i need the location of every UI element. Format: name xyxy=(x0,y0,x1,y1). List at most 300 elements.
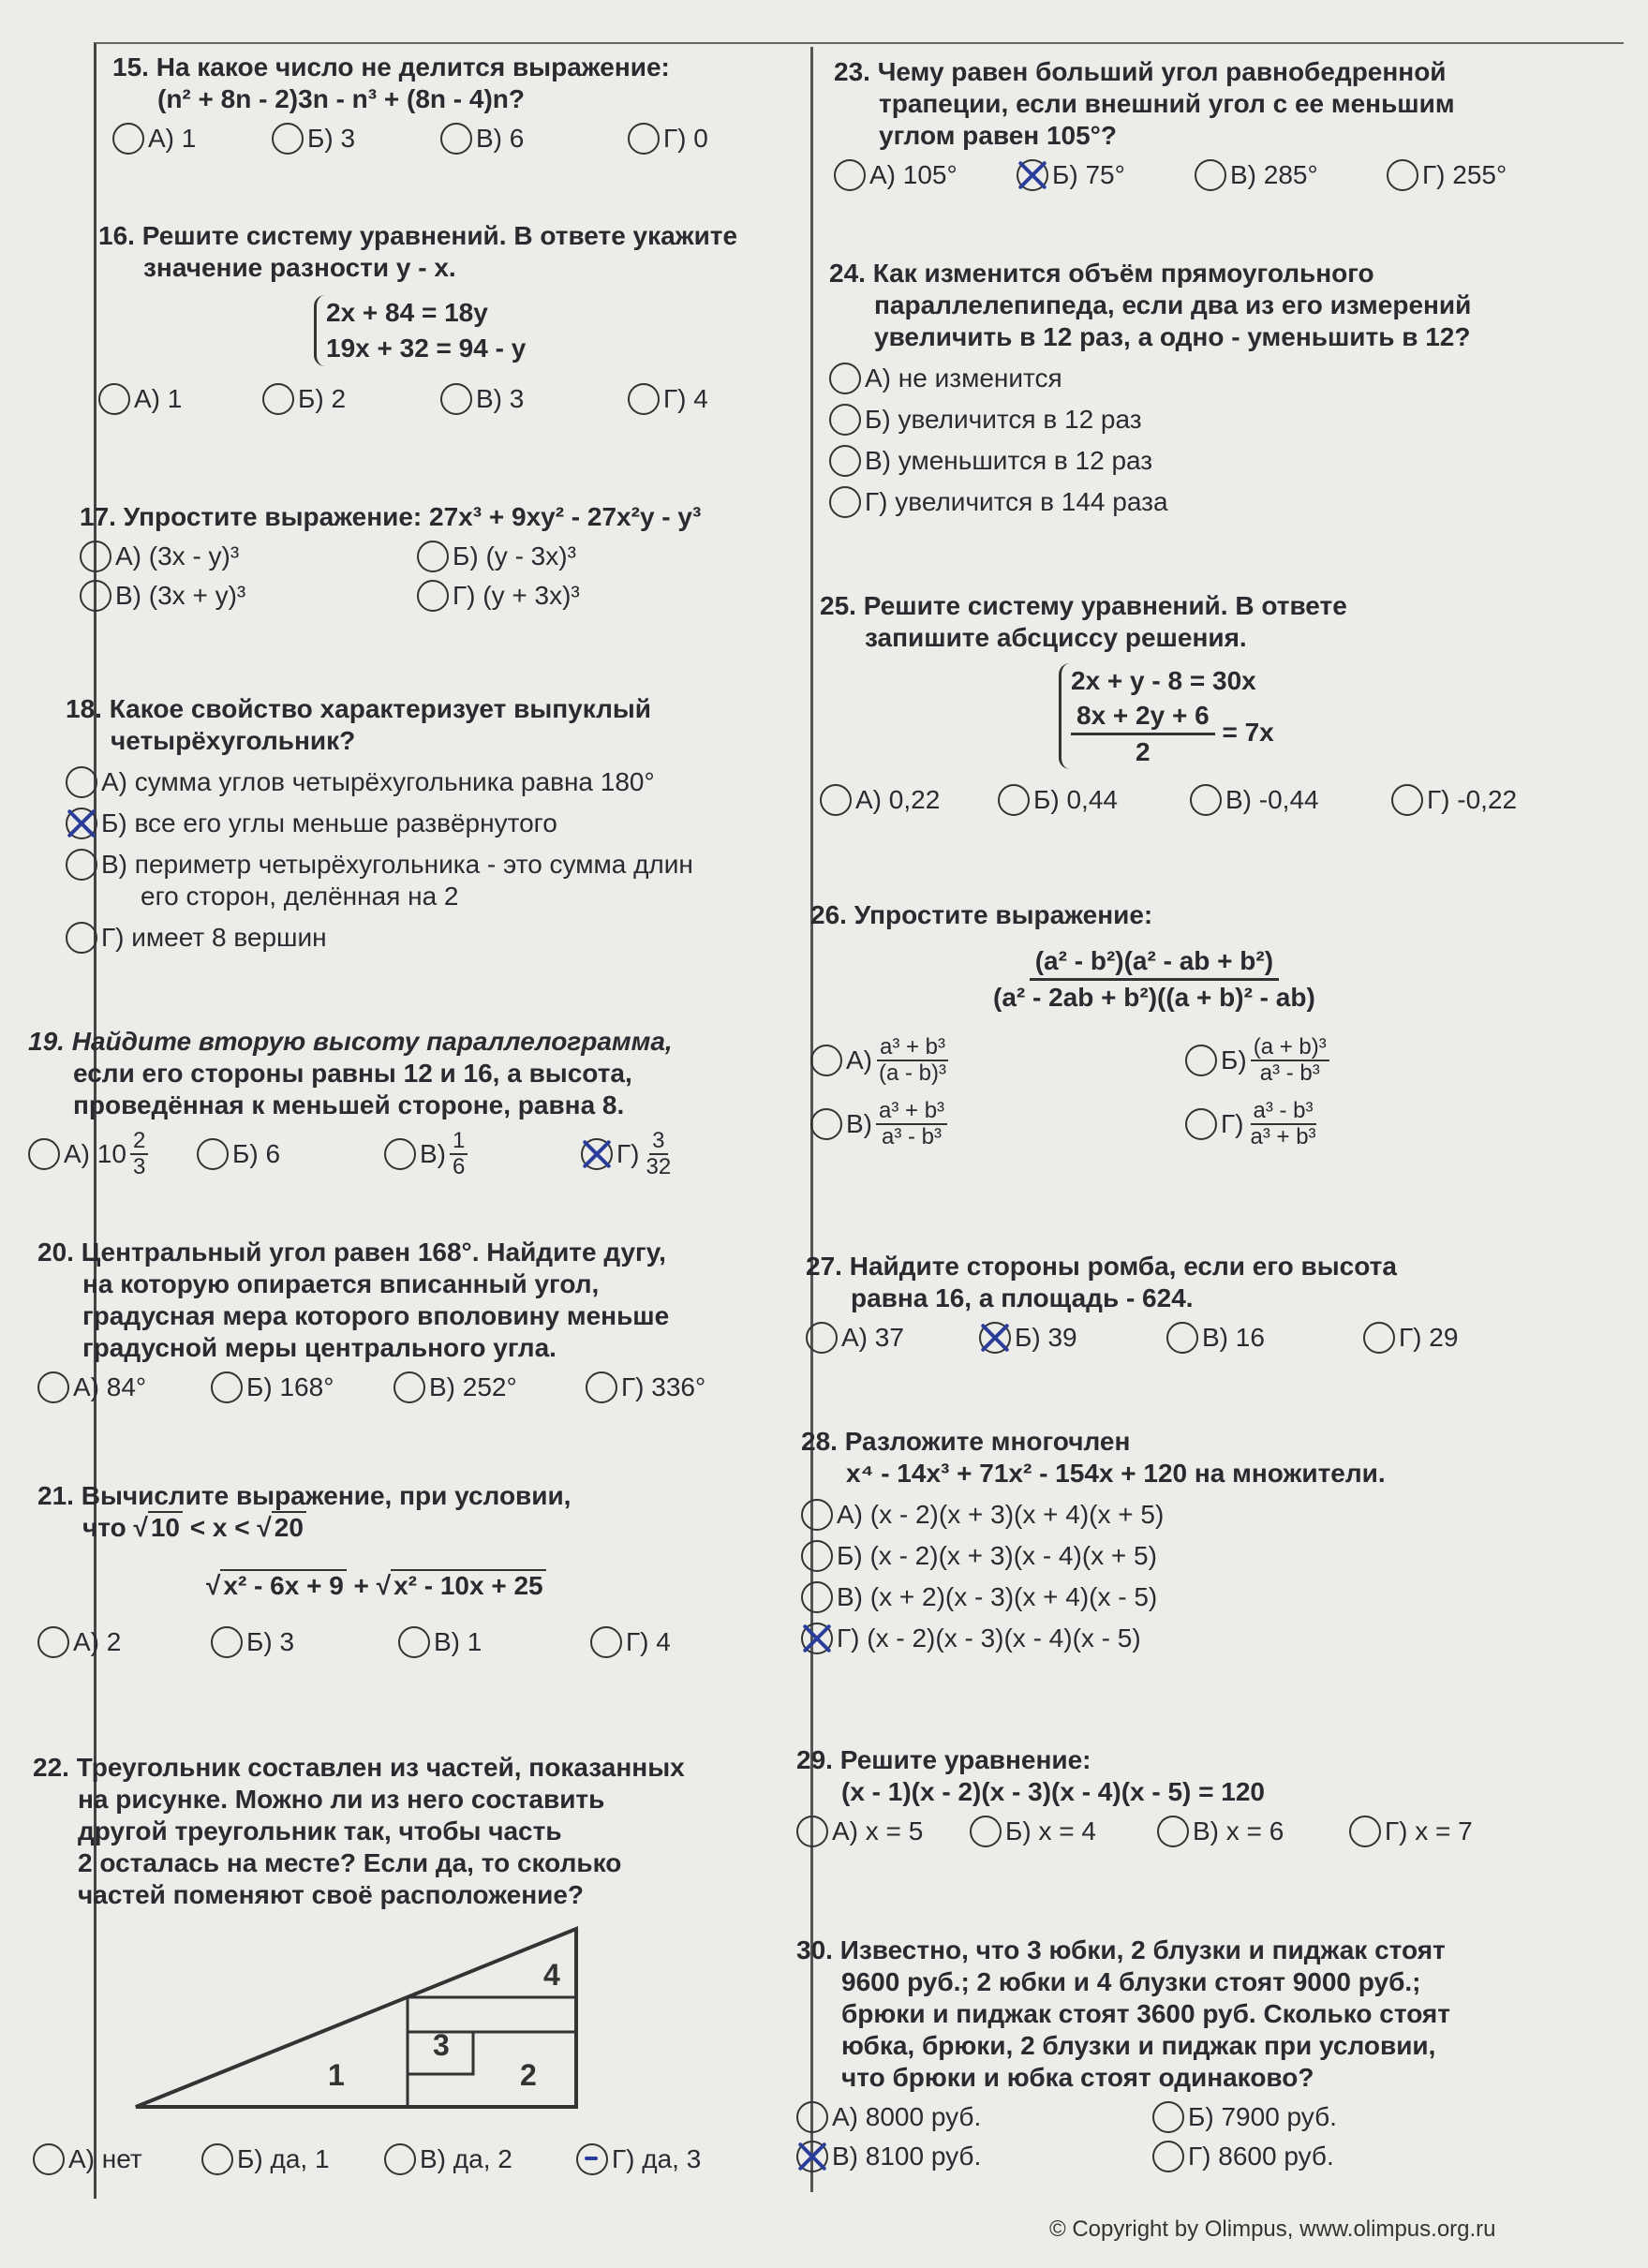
question-number: 22. xyxy=(33,1753,69,1782)
radio-circle-crossed[interactable] xyxy=(979,1322,1011,1354)
radio-circle[interactable] xyxy=(834,159,866,191)
question-30 xyxy=(796,1934,1450,2172)
option-c[interactable] xyxy=(829,445,1471,477)
radio-circle[interactable] xyxy=(1195,159,1226,191)
radio-circle[interactable] xyxy=(1157,1816,1189,1847)
option-c[interactable] xyxy=(810,1099,1185,1149)
fraction xyxy=(1251,1035,1329,1086)
option-label: А) 105° xyxy=(869,160,958,189)
option-b[interactable] xyxy=(211,1626,398,1658)
radio-circle[interactable] xyxy=(398,1626,430,1658)
fraction xyxy=(876,1099,947,1149)
option-c[interactable] xyxy=(1195,159,1387,191)
question-text: на рисунке. Можно ли из него составить xyxy=(78,1785,605,1814)
option-d[interactable] xyxy=(628,123,708,155)
question-17 xyxy=(80,501,701,612)
denominator: 6 xyxy=(453,1154,466,1179)
option-label: Б) x = 4 xyxy=(1005,1816,1096,1846)
option-c[interactable] xyxy=(440,383,628,415)
radio-circle[interactable] xyxy=(810,1045,842,1076)
question-29 xyxy=(796,1744,1473,1847)
radio-circle[interactable] xyxy=(1166,1322,1198,1354)
option-label: Г) 29 xyxy=(1399,1323,1459,1352)
radio-circle[interactable] xyxy=(1152,2141,1184,2172)
question-text: Найдите вторую высоту параллелограмма, xyxy=(71,1027,673,1056)
option-b[interactable] xyxy=(998,784,1190,816)
option-label: В) 16 xyxy=(1202,1323,1265,1352)
question-text: если его стороны равны 12 и 16, а высота, xyxy=(73,1059,632,1088)
radio-circle[interactable] xyxy=(80,580,111,612)
sqrt-value: 20 xyxy=(272,1511,306,1542)
radio-circle-crossed[interactable] xyxy=(796,2141,828,2172)
radio-circle[interactable] xyxy=(440,123,472,155)
question-text: Решите систему уравнений. В ответе укажите xyxy=(141,221,738,250)
radicand: x² - 10x + 25 xyxy=(391,1569,546,1600)
option-label: Г) xyxy=(616,1139,640,1168)
option-c[interactable] xyxy=(1190,784,1391,816)
equation: 19x + 32 = 94 - y xyxy=(326,334,527,363)
question-text: На какое число не делится выражение: xyxy=(156,52,670,82)
question-text: Найдите стороны ромба, если его высота xyxy=(849,1252,1397,1281)
question-19 xyxy=(28,1026,677,1179)
option-b[interactable] xyxy=(1017,159,1195,191)
option-label: Б) 3 xyxy=(307,124,356,153)
question-text: Какое свойство характеризует выпуклый xyxy=(109,694,651,723)
option-b[interactable] xyxy=(211,1371,393,1403)
radio-circle[interactable] xyxy=(211,1626,243,1658)
option-label: В) (x + 2)(x - 3)(x + 4)(x - 5) xyxy=(837,1582,1158,1611)
radio-circle[interactable] xyxy=(393,1371,425,1403)
question-22 xyxy=(33,1752,701,2175)
option-b[interactable] xyxy=(66,808,693,839)
radio-circle[interactable] xyxy=(1349,1816,1381,1847)
option-label: В) 285° xyxy=(1230,160,1318,189)
radio-circle[interactable] xyxy=(801,1540,833,1572)
question-18 xyxy=(66,693,693,954)
question-number: 25. xyxy=(820,591,856,620)
question-text: трапеции, если внешний угол с ее меньшим xyxy=(879,89,1455,118)
denominator: 32 xyxy=(646,1154,672,1179)
radio-circle[interactable] xyxy=(80,541,111,572)
question-text: Как изменится объём прямоугольного xyxy=(872,259,1374,288)
option-b[interactable] xyxy=(829,404,1471,436)
radio-circle[interactable] xyxy=(98,383,130,415)
question-text: 2 осталась на месте? Если да, то сколько xyxy=(78,1848,622,1877)
radio-circle[interactable] xyxy=(970,1816,1002,1847)
option-label: Г) да, 3 xyxy=(612,2144,702,2173)
option-a[interactable] xyxy=(33,2143,201,2175)
option-label: Б) 7900 руб. xyxy=(1188,2102,1337,2131)
radio-circle[interactable] xyxy=(1391,784,1423,816)
radio-circle[interactable] xyxy=(37,1626,69,1658)
question-27 xyxy=(806,1251,1458,1354)
radio-circle[interactable] xyxy=(66,922,97,954)
option-label: Б) 2 xyxy=(298,384,347,413)
radio-circle[interactable] xyxy=(272,123,304,155)
option-d[interactable] xyxy=(590,1626,671,1658)
equation: 2x + y - 8 = 30x xyxy=(1071,666,1256,695)
denominator: a³ + b³ xyxy=(1250,1124,1316,1149)
fraction xyxy=(450,1129,468,1179)
question-text: четырёхугольник? xyxy=(111,726,356,755)
option-a[interactable] xyxy=(796,1816,970,1847)
radio-circle-crossed[interactable] xyxy=(1017,159,1048,191)
option-a[interactable] xyxy=(796,2101,1152,2133)
option-d[interactable] xyxy=(1391,784,1517,816)
question-number: 28. xyxy=(801,1427,838,1456)
option-label: Б) да, 1 xyxy=(237,2144,330,2173)
numerator: 2 xyxy=(130,1129,148,1155)
option-a[interactable] xyxy=(98,383,262,415)
option-b[interactable] xyxy=(801,1540,1386,1572)
numerator: a³ + b³ xyxy=(877,1035,948,1061)
option-b[interactable] xyxy=(1185,1035,1333,1086)
option-label: Г) 8600 руб. xyxy=(1188,2142,1334,2171)
copyright-notice: © Copyright by Olimpus, www.olimpus.org.ru xyxy=(1049,2216,1496,2242)
option-label: Б) увеличится в 12 раз xyxy=(865,405,1142,434)
question-number: 18. xyxy=(66,694,102,723)
option-label: А) (x - 2)(x + 3)(x + 4)(x + 5) xyxy=(837,1500,1165,1529)
option-label: А) 0,22 xyxy=(855,785,941,814)
radio-circle-crossed[interactable] xyxy=(581,1138,613,1170)
option-label: Б) 6 xyxy=(232,1139,281,1168)
option-c[interactable] xyxy=(384,1129,581,1179)
question-text: увеличить в 12 раз, а одно - уменьшить в 12? xyxy=(874,322,1471,351)
option-a[interactable] xyxy=(820,784,998,816)
radio-circle-crossed[interactable] xyxy=(801,1623,833,1654)
expression: √ x² - 6x + 9 + √ x² - 10x + 25 xyxy=(206,1570,671,1602)
radio-circle[interactable] xyxy=(37,1371,69,1403)
radio-circle[interactable] xyxy=(66,849,97,881)
question-28 xyxy=(801,1426,1386,1654)
denominator: (a - b)³ xyxy=(879,1060,946,1086)
option-d[interactable] xyxy=(801,1623,1386,1654)
radio-circle[interactable] xyxy=(112,123,144,155)
option-c[interactable] xyxy=(1166,1322,1363,1354)
question-number: 20. xyxy=(37,1238,74,1267)
question-text: Решите систему уравнений. В ответе xyxy=(863,591,1347,620)
question-text: что xyxy=(82,1513,134,1542)
option-a[interactable] xyxy=(112,123,272,155)
part-label: 2 xyxy=(520,2058,537,2092)
radio-circle[interactable] xyxy=(820,784,852,816)
option-label: В) 252° xyxy=(429,1372,517,1401)
option-b[interactable] xyxy=(262,383,440,415)
option-label: А) 1 xyxy=(134,384,183,413)
numerator: 8x + 2y + 6 xyxy=(1071,699,1215,735)
question-24 xyxy=(829,258,1471,518)
radio-circle[interactable] xyxy=(1190,784,1222,816)
option-label: Б) xyxy=(1221,1045,1247,1075)
question-26 xyxy=(810,899,1333,1149)
question-text: частей поменяют своё расположение? xyxy=(78,1880,585,1909)
question-text: Чему равен больший угол равнобедренной xyxy=(877,57,1447,86)
fraction xyxy=(876,1035,949,1086)
option-c[interactable] xyxy=(1157,1816,1349,1847)
option-b[interactable] xyxy=(417,541,576,572)
option-c[interactable] xyxy=(384,2143,576,2175)
radio-circle[interactable] xyxy=(417,580,449,612)
option-d[interactable] xyxy=(1387,159,1507,191)
radio-circle[interactable] xyxy=(801,1499,833,1531)
radio-circle[interactable] xyxy=(1185,1045,1217,1076)
radio-circle[interactable] xyxy=(33,2143,65,2175)
option-a[interactable] xyxy=(37,1371,211,1403)
question-text: Упростите выражение: 27x³ + 9xy² - 27x²y - y³ xyxy=(123,502,702,531)
option-label: Б) 3 xyxy=(246,1627,295,1656)
option-label: Г) имеет 8 вершин xyxy=(101,923,327,952)
option-label: В) x = 6 xyxy=(1193,1816,1284,1846)
option-d[interactable] xyxy=(576,2143,701,2175)
option-d[interactable] xyxy=(66,922,693,954)
denominator: a³ - b³ xyxy=(882,1124,943,1149)
denominator: a³ - b³ xyxy=(1259,1060,1320,1086)
option-d[interactable] xyxy=(417,580,580,612)
option-label: А) 1 xyxy=(148,124,197,153)
question-text: Центральный угол равен 168°. Найдите дугу, xyxy=(81,1238,666,1267)
option-d[interactable] xyxy=(1185,1099,1323,1149)
question-number: 27. xyxy=(806,1252,842,1281)
option-label: А) 2 xyxy=(73,1627,122,1656)
question-text: другой треугольник так, чтобы часть xyxy=(78,1816,562,1846)
numerator: a³ - b³ xyxy=(1251,1099,1316,1125)
option-d[interactable] xyxy=(581,1129,677,1179)
sqrt-value: 10 xyxy=(148,1511,183,1542)
option-label: Г) -0,22 xyxy=(1427,785,1518,814)
numerator: a³ + b³ xyxy=(876,1099,947,1125)
radio-circle[interactable] xyxy=(211,1371,243,1403)
option-label: В) 8100 руб. xyxy=(832,2142,982,2171)
option-label: А) (3x - y)³ xyxy=(115,541,240,571)
question-text: что брюки и юбка стоят одинаково? xyxy=(841,2063,1314,2092)
radio-circle[interactable] xyxy=(384,1138,416,1170)
option-label: Б) (y - 3x)³ xyxy=(453,541,576,571)
option-label: Б) 168° xyxy=(246,1372,334,1401)
radio-circle[interactable] xyxy=(417,541,449,572)
option-d[interactable] xyxy=(829,486,1471,518)
inequality: < x < xyxy=(183,1513,258,1542)
question-formula: (n² + 8n - 2)3n - n³ + (8n - 4)n? xyxy=(157,84,525,113)
option-label-continued: его сторон, делённая на 2 xyxy=(141,882,459,911)
question-number: 30. xyxy=(796,1935,833,1964)
question-number: 15. xyxy=(112,52,149,82)
question-25 xyxy=(820,590,1517,816)
option-label: А) x = 5 xyxy=(832,1816,924,1846)
option-label: Б) (x - 2)(x + 3)(x - 4)(x + 5) xyxy=(837,1541,1157,1570)
option-a[interactable] xyxy=(810,1035,1185,1086)
option-label: Б) 39 xyxy=(1015,1323,1077,1352)
option-label: Г) 4 xyxy=(626,1627,671,1656)
option-label: В) (3x + y)³ xyxy=(115,581,246,610)
option-b[interactable] xyxy=(197,1138,384,1170)
question-20 xyxy=(37,1237,705,1403)
option-label: Б) все его углы меньше развёрнутого xyxy=(101,808,557,838)
question-number: 23. xyxy=(834,57,870,86)
question-number: 21. xyxy=(37,1481,74,1510)
option-label: В) xyxy=(846,1109,872,1138)
radio-circle[interactable] xyxy=(440,383,472,415)
question-text: проведённая к меньшей стороне, равна 8. xyxy=(73,1090,625,1119)
option-c[interactable] xyxy=(398,1626,590,1658)
denominator: 2 xyxy=(1136,737,1151,766)
option-b[interactable] xyxy=(970,1816,1157,1847)
fraction xyxy=(130,1129,148,1179)
radio-circle[interactable] xyxy=(586,1371,617,1403)
radio-circle[interactable] xyxy=(998,784,1030,816)
question-text: 9600 руб.; 2 юбки и 4 блузки стоят 9000 руб.; xyxy=(841,1967,1421,1996)
option-a[interactable] xyxy=(66,766,693,798)
radio-circle[interactable] xyxy=(1363,1322,1395,1354)
equation: 2x + 84 = 18y xyxy=(326,298,488,327)
option-c[interactable] xyxy=(66,849,693,881)
option-label: Г) 4 xyxy=(663,384,708,413)
option-a[interactable] xyxy=(28,1129,197,1179)
option-label: Г) (y + 3x)³ xyxy=(453,581,580,610)
part-label: 1 xyxy=(328,2058,345,2092)
option-b[interactable] xyxy=(1152,2101,1337,2133)
radio-circle[interactable] xyxy=(796,1816,828,1847)
option-d[interactable] xyxy=(1152,2141,1334,2172)
numerator: (a² - b²)(a² - ab + b²) xyxy=(1030,944,1279,981)
question-text: градусная мера которого вполовину меньше xyxy=(82,1301,670,1330)
question-number: 26. xyxy=(810,900,847,929)
option-d[interactable] xyxy=(1349,1816,1473,1847)
numerator: (a + b)³ xyxy=(1251,1035,1329,1061)
question-text: Треугольник составлен из частей, показанных xyxy=(76,1753,685,1782)
fraction xyxy=(1071,699,1215,769)
option-a[interactable] xyxy=(80,541,417,572)
option-label: В) -0,44 xyxy=(1225,785,1319,814)
radio-circle[interactable] xyxy=(810,1108,842,1140)
part-label: 3 xyxy=(433,2028,450,2062)
option-c[interactable] xyxy=(796,2141,1152,2172)
triangle-figure xyxy=(126,1924,614,2130)
option-d[interactable] xyxy=(586,1371,705,1403)
option-a[interactable] xyxy=(37,1626,211,1658)
radio-circle[interactable] xyxy=(829,363,861,394)
option-label: В) 1 xyxy=(434,1627,483,1656)
option-a[interactable] xyxy=(806,1322,979,1354)
option-label: Г) xyxy=(1221,1109,1244,1138)
option-a[interactable] xyxy=(829,363,1471,394)
option-label: Г) x = 7 xyxy=(1385,1816,1473,1846)
question-text: Известно, что 3 юбки, 2 блузки и пиджак стоят xyxy=(839,1935,1446,1964)
question-text: юбка, брюки, 2 блузки и пиджак при условии, xyxy=(841,2031,1436,2060)
radio-circle[interactable] xyxy=(796,2101,828,2133)
question-text: брюки и пиджак стоят 3600 руб. Сколько стоят xyxy=(841,1999,1450,2028)
option-c[interactable] xyxy=(393,1371,586,1403)
option-c[interactable] xyxy=(440,123,628,155)
radio-circle-marked[interactable] xyxy=(576,2143,608,2175)
question-text: (x - 1)(x - 2)(x - 3)(x - 4)(x - 5) = 120 xyxy=(841,1777,1266,1806)
question-text: на которую опирается вписанный угол, xyxy=(82,1269,600,1298)
radio-circle[interactable] xyxy=(1152,2101,1184,2133)
radio-circle[interactable] xyxy=(801,1581,833,1613)
option-label: В) 6 xyxy=(476,124,525,153)
option-b[interactable] xyxy=(979,1322,1166,1354)
option-label: В) да, 2 xyxy=(420,2144,512,2173)
option-d[interactable] xyxy=(1363,1322,1458,1354)
question-text: параллелепипеда, если два из его измерений xyxy=(874,290,1472,319)
radio-circle[interactable] xyxy=(197,1138,229,1170)
option-label: Г) 336° xyxy=(621,1372,706,1401)
option-d[interactable] xyxy=(628,383,708,415)
question-text: Вычислите выражение, при условии, xyxy=(81,1481,572,1510)
operator: + xyxy=(346,1571,377,1600)
option-label: Г) 255° xyxy=(1422,160,1507,189)
fraction xyxy=(644,1129,675,1179)
equation-system xyxy=(314,295,526,366)
option-label: Г) (x - 2)(x - 3)(x - 4)(x - 5) xyxy=(837,1623,1141,1653)
option-label: В) 3 xyxy=(476,384,525,413)
question-text: запишите абсциссу решения. xyxy=(865,623,1247,652)
option-label: А) сумма углов четырёхугольника равна 180° xyxy=(101,767,655,796)
option-label: В) периметр четырёхугольника - это сумма длин xyxy=(101,850,693,879)
radio-circle[interactable] xyxy=(201,2143,233,2175)
radio-circle[interactable] xyxy=(829,486,861,518)
question-text: Решите уравнение: xyxy=(839,1745,1091,1774)
option-a[interactable] xyxy=(801,1499,1386,1531)
fraction xyxy=(1248,1099,1319,1149)
radio-circle[interactable] xyxy=(628,123,660,155)
option-c[interactable] xyxy=(801,1581,1386,1613)
radio-circle[interactable] xyxy=(829,445,861,477)
denominator: (a² - 2ab + b²)((a + b)² - ab) xyxy=(993,983,1315,1012)
radio-circle[interactable] xyxy=(1387,159,1418,191)
option-b[interactable] xyxy=(201,2143,384,2175)
radio-circle[interactable] xyxy=(829,404,861,436)
option-a[interactable] xyxy=(834,159,1017,191)
radio-circle[interactable] xyxy=(262,383,294,415)
radicand: x² - 6x + 9 xyxy=(220,1569,346,1600)
radio-circle[interactable] xyxy=(28,1138,60,1170)
radio-circle[interactable] xyxy=(384,2143,416,2175)
question-23 xyxy=(834,56,1507,191)
option-label: Б) 75° xyxy=(1052,160,1125,189)
question-number: 24. xyxy=(829,259,866,288)
radio-circle[interactable] xyxy=(1185,1108,1217,1140)
question-number: 16. xyxy=(98,221,135,250)
question-16 xyxy=(98,220,737,415)
option-label: Г) увеличится в 144 раза xyxy=(865,487,1168,516)
radio-circle-crossed[interactable] xyxy=(66,808,97,839)
equation-system xyxy=(1059,663,1274,769)
option-label: А) 10 xyxy=(64,1139,126,1168)
question-text: Упростите выражение: xyxy=(854,900,1153,929)
option-label: Б) 0,44 xyxy=(1033,785,1118,814)
radio-circle[interactable] xyxy=(806,1322,838,1354)
numerator: 3 xyxy=(649,1129,667,1155)
question-number: 19. xyxy=(28,1027,65,1056)
radio-circle[interactable] xyxy=(628,383,660,415)
option-b[interactable] xyxy=(272,123,440,155)
question-number: 17. xyxy=(80,502,116,531)
option-label: А) 8000 руб. xyxy=(832,2102,982,2131)
question-text: градусной меры центрального угла. xyxy=(82,1333,557,1362)
radio-circle[interactable] xyxy=(590,1626,622,1658)
question-text: значение разности y - x. xyxy=(143,253,456,282)
option-label: А) 84° xyxy=(73,1372,147,1401)
question-text: углом равен 105°? xyxy=(879,121,1117,150)
question-number: 29. xyxy=(796,1745,833,1774)
question-21: 21. Вычислите выражение, при условии, что √ 10 < x < √ 20 √ x² - 6x + 9 + √ x² - 10x + 25 А) 2 Б) 3 В) 1 Г) 4 xyxy=(37,1481,671,1656)
question-15 xyxy=(112,52,708,155)
option-label: А) не изменится xyxy=(865,363,1062,393)
option-label: В) xyxy=(420,1139,446,1168)
option-c[interactable] xyxy=(80,580,417,612)
radio-circle[interactable] xyxy=(66,766,97,798)
part-label: 4 xyxy=(543,1958,560,1992)
